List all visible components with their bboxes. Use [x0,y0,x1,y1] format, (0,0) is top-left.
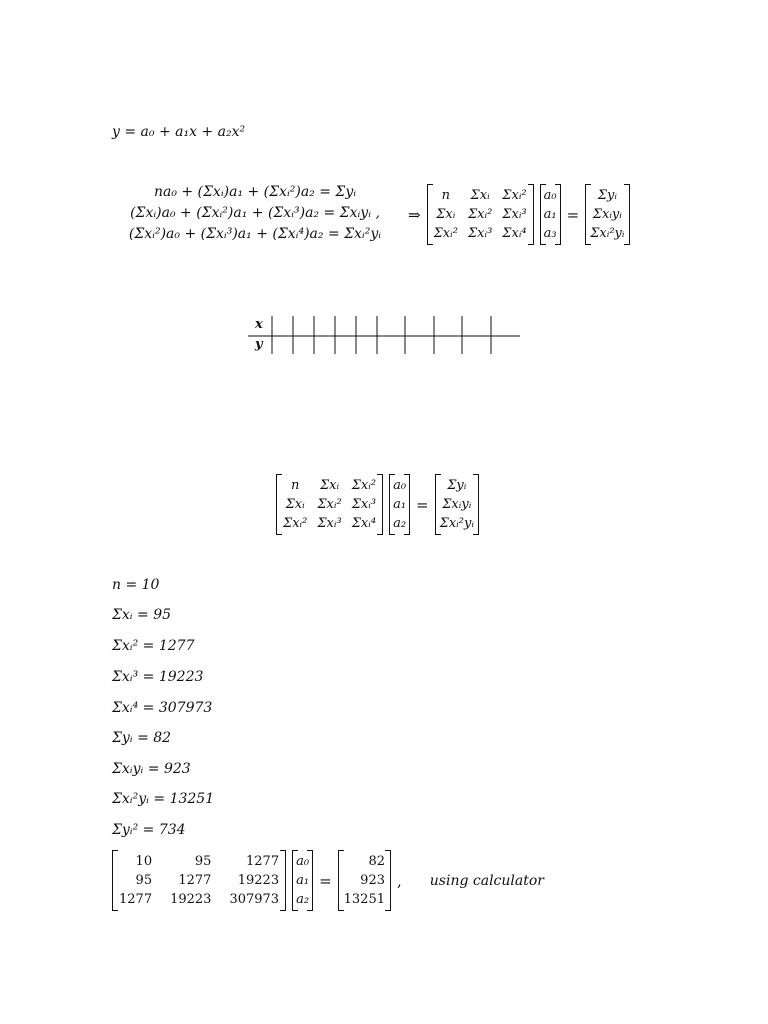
vector-cell: Σxᵢyᵢ [592,207,622,222]
rhs-vector-1 [585,184,629,245]
coefficient-matrix-1 [427,184,534,245]
unknowns-vector-1 [540,184,561,245]
vector-cell: Σyᵢ [597,188,617,203]
matrix-cell: Σxᵢ² [502,188,527,203]
vector-cell: a₁ [393,497,407,512]
numeric-rhs-vector [338,850,391,911]
vector-cell: a₂ [393,516,407,531]
unknowns-vector-2 [389,474,410,535]
vector-cell: a₀ [296,854,310,869]
matrix-cell: 1277 [178,873,212,888]
matrix-cell: Σxᵢ⁴ [351,516,377,531]
matrix-cell: Σxᵢ [319,478,340,493]
model-equation: y = a₀ + a₁x + a₂x² [112,124,246,140]
matrix-cell: Σxᵢ² [317,497,342,512]
sum-xy: Σxᵢyᵢ = 923 [112,761,191,777]
matrix-cell: 10 [135,854,153,869]
matrix-cell: 1277 [246,854,280,869]
sum-y2: Σyᵢ² = 734 [112,822,186,838]
matrix-cell: 95 [135,873,153,888]
vector-cell: a₁ [296,873,310,888]
sum-y: Σyᵢ = 82 [112,730,172,746]
matrix-cell: Σxᵢ⁴ [502,226,527,241]
vector-cell: a₃ [543,226,557,241]
sum-x2: Σxᵢ² = 1277 [112,638,195,654]
vector-cell: a₀ [543,188,557,203]
sum-x4: Σxᵢ⁴ = 307973 [112,700,213,716]
matrix-system-2 [276,474,479,535]
normal-equations [120,182,390,245]
matrix-cell: Σxᵢ³ [317,516,342,531]
matrix-cell: 95 [194,854,212,869]
sum-x2y: Σxᵢ²yᵢ = 13251 [112,791,215,807]
vector-cell: a₁ [543,207,557,222]
matrix-cell: Σxᵢ² [283,516,308,531]
normal-equation-2: (Σxᵢ)a₀ + (Σxᵢ²)a₁ + (Σxᵢ³)a₂ = Σxᵢyᵢ , [130,205,380,221]
equals-symbol: = [566,205,580,224]
matrix-cell: Σxᵢ³ [467,226,493,241]
table-grid [248,316,523,356]
normal-equation-1: na₀ + (Σxᵢ)a₁ + (Σxᵢ²)a₂ = Σyᵢ [153,184,357,200]
vector-cell: 82 [368,854,385,869]
matrix-cell: n [290,478,300,493]
sum-x3: Σxᵢ³ = 19223 [112,669,204,685]
xy-data-table [248,316,523,356]
vector-cell: Σxᵢ²yᵢ [590,226,625,241]
sum-x: Σxᵢ = 95 [112,607,172,623]
matrix-cell: Σxᵢ³ [351,497,377,512]
matrix-cell: 307973 [229,892,280,907]
implies-symbol: ⇒ [408,205,421,224]
vector-cell: 13251 [343,892,385,907]
matrix-cell: Σxᵢ² [351,478,377,493]
matrix-cell: n [441,188,450,203]
calculator-note: using calculator [429,872,544,889]
matrix-cell: Σxᵢ² [467,207,493,222]
matrix-cell: Σxᵢ [285,497,305,512]
numeric-unknowns-vector [292,850,313,911]
matrix-cell: 19223 [170,892,212,907]
normal-equation-3: (Σxᵢ²)a₀ + (Σxᵢ³)a₁ + (Σxᵢ⁴)a₂ = Σxᵢ²yᵢ [128,226,382,242]
sum-n: n = 10 [112,577,160,593]
vector-cell: Σxᵢ²yᵢ [439,516,474,531]
rhs-vector-2 [435,474,479,535]
matrix-cell: Σxᵢ² [433,226,458,241]
equals-symbol: = [319,871,332,890]
numeric-system [112,850,544,911]
matrix-cell: 19223 [237,873,280,888]
row-label-x: x [255,317,263,332]
vector-cell: a₀ [393,478,407,493]
matrix-system-1 [408,184,630,245]
vector-cell: Σxᵢyᵢ [442,497,472,512]
row-label-y: y [255,337,263,352]
trailing-comma: , [397,871,402,890]
matrix-cell: Σxᵢ [436,207,456,222]
matrix-cell: Σxᵢ³ [502,207,527,222]
vector-cell: a₂ [296,892,310,907]
coefficient-matrix-2 [276,474,383,535]
numeric-coefficient-matrix [112,850,286,911]
equals-symbol: = [416,495,429,514]
vector-cell: 923 [360,873,385,888]
vector-cell: Σyᵢ [447,478,467,493]
matrix-cell: Σxᵢ [470,188,490,203]
matrix-cell: 1277 [119,892,153,907]
